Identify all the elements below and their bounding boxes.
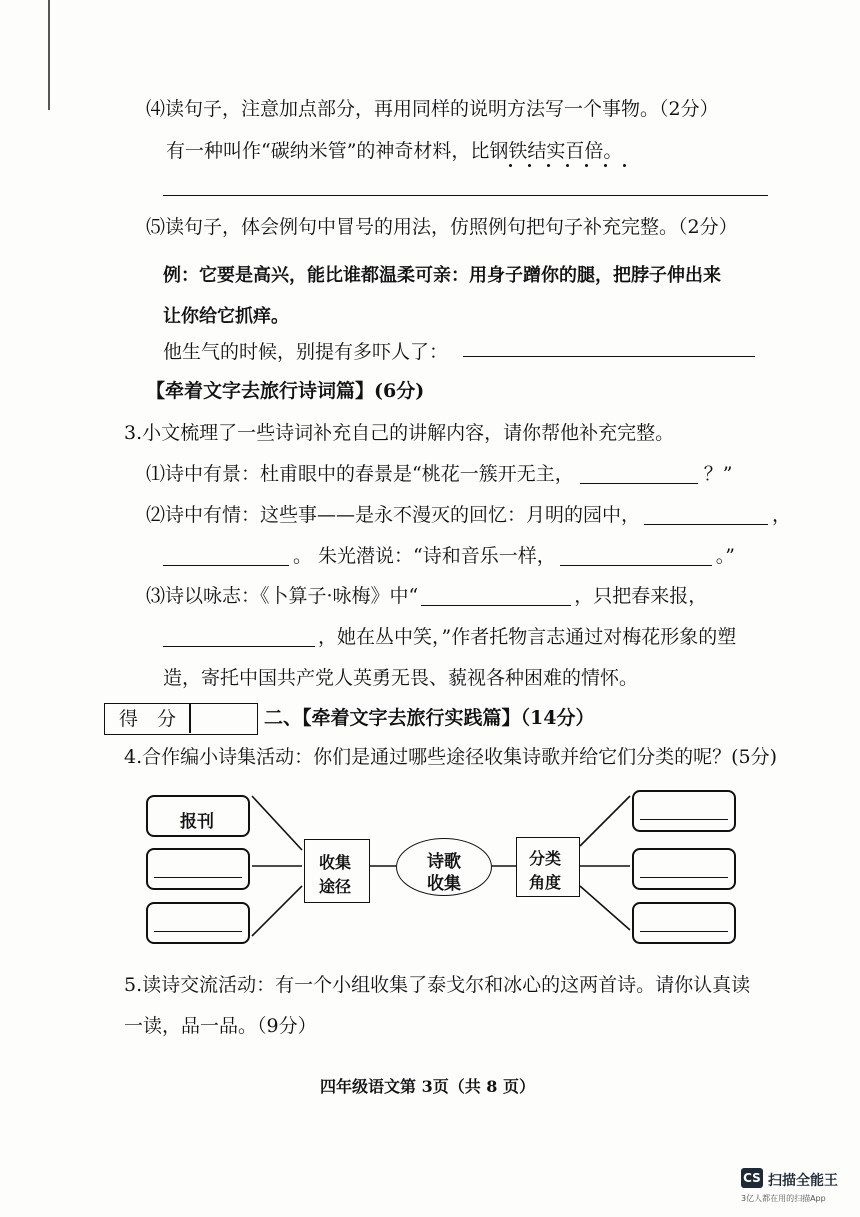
- collect-route-box: [304, 839, 370, 903]
- classify-box-2[interactable]: [632, 848, 736, 890]
- source-box-3-line: [154, 931, 242, 932]
- q3-p3-cont: ，她在丛中笑，”作者托物言志通过对梅花形象的塑: [318, 626, 737, 648]
- watermark-tagline: 3亿人都在用的扫描App: [741, 1194, 826, 1203]
- score-box: [104, 703, 258, 735]
- practice-section-title: 二、【牵着文字去旅行实践篇】（14分）: [264, 707, 595, 729]
- q3-p1-end: ？”: [703, 463, 733, 485]
- q3-p2-line2: [163, 547, 735, 566]
- classify-box-3-line: [640, 931, 728, 932]
- q3-p3-line3: 造，寄托中国共产党人英勇无畏、藐视各种困难的情怀。: [163, 667, 639, 689]
- q3-p1-blank[interactable]: [580, 465, 698, 484]
- q4-stem: 4.合作编小诗集活动：你们是通过哪些途径收集诗歌并给它们分类的呢？(5分): [124, 746, 778, 768]
- q3-p2-quote: 。 朱光潜说：“诗和音乐一样，: [293, 545, 556, 567]
- source-box-label: 报刊: [180, 812, 214, 832]
- q3-p3-line2: [163, 628, 736, 647]
- classify-box-2-line: [640, 877, 728, 878]
- q3-p2-blank-1[interactable]: [644, 506, 768, 525]
- source-box-3[interactable]: [146, 902, 250, 944]
- q3-p2-line1: [146, 506, 791, 525]
- q3-p2-text: ⑵诗中有情：这些事——是永不漫灭的回忆：月明的园中，: [146, 504, 641, 526]
- q2-5-fill: 他生气的时候，别提有多吓人了：: [163, 341, 449, 363]
- q3-p3-blank-1[interactable]: [421, 587, 571, 606]
- q3-p2-blank-3[interactable]: [560, 547, 712, 566]
- q2-5-example-line2: 让你给它抓痒。: [163, 306, 289, 327]
- scan-edge-line: [48, 0, 50, 110]
- q2-4-prompt: ⑷读句子，注意加点部分，再用同样的说明方法写一个事物。（2分）: [146, 98, 719, 120]
- collect-route-label-2: 途径: [319, 877, 352, 896]
- q5-line2: 一读，品一品。（9分）: [124, 1015, 317, 1037]
- q2-5-answer-line[interactable]: [463, 356, 755, 357]
- classify-box-1[interactable]: [632, 790, 736, 832]
- center-label-2: 收集: [427, 874, 461, 894]
- q3-stem: 3.小文梳理了一些诗词补充自己的讲解内容，请你帮他补充完整。: [124, 422, 675, 444]
- q3-p3-mid: ，只把春来报，: [574, 585, 708, 607]
- source-box-2-line: [154, 877, 242, 878]
- collect-route-label-1: 收集: [319, 853, 352, 872]
- q2-5-example-line1: 例：它要是高兴，能比谁都温柔可亲：用身子蹭你的腿，把脖子伸出来: [163, 265, 721, 286]
- q3-p3-text: ⑶诗以咏志：《卜算子·咏梅》中“: [146, 585, 419, 607]
- score-label: 得 分: [119, 708, 177, 730]
- q3-p2-blank-2[interactable]: [163, 547, 289, 566]
- q3-p2-comma: ，: [772, 504, 792, 526]
- q5-line1: 5.读诗交流活动：有一个小组收集了泰戈尔和冰心的这两首诗。请你认真读: [124, 974, 751, 996]
- source-box-2[interactable]: [146, 848, 250, 890]
- classify-box-3[interactable]: [632, 902, 736, 944]
- cs-logo-icon: CS: [741, 1168, 763, 1188]
- poem-collection-ellipse: [396, 838, 492, 896]
- q2-5-prompt: ⑸读句子，体会例句中冒号的用法，仿照例句把句子补充完整。（2分）: [146, 216, 738, 238]
- q2-4-sentence: 有一种叫作“碳纳米管”的神奇材料，比钢铁结实百倍。: [166, 140, 623, 162]
- poetry-section-title: 【牵着文字去旅行诗词篇】(6分): [146, 380, 425, 402]
- q3-p1: [146, 465, 732, 484]
- score-input[interactable]: [191, 704, 255, 733]
- classify-label-1: 分类: [529, 849, 562, 868]
- q3-p1-text: ⑴诗中有景：杜甫眼中的春景是“桃花一簇开无主，: [146, 463, 574, 485]
- q3-p2-end: 。”: [715, 545, 735, 567]
- source-box-newspaper: [146, 795, 250, 837]
- center-label-1: 诗歌: [427, 852, 461, 872]
- classify-label-2: 角度: [529, 873, 562, 892]
- page-footer: 四年级语文第 3页（共 8 页）: [320, 1077, 535, 1096]
- q3-p3-line1: [146, 587, 707, 606]
- q2-4-answer-line[interactable]: [163, 195, 768, 196]
- watermark-brand: 扫描全能王: [768, 1173, 838, 1189]
- classify-box-1-line: [640, 819, 728, 820]
- classify-angle-box: [516, 837, 580, 897]
- q3-p3-blank-2[interactable]: [163, 628, 315, 647]
